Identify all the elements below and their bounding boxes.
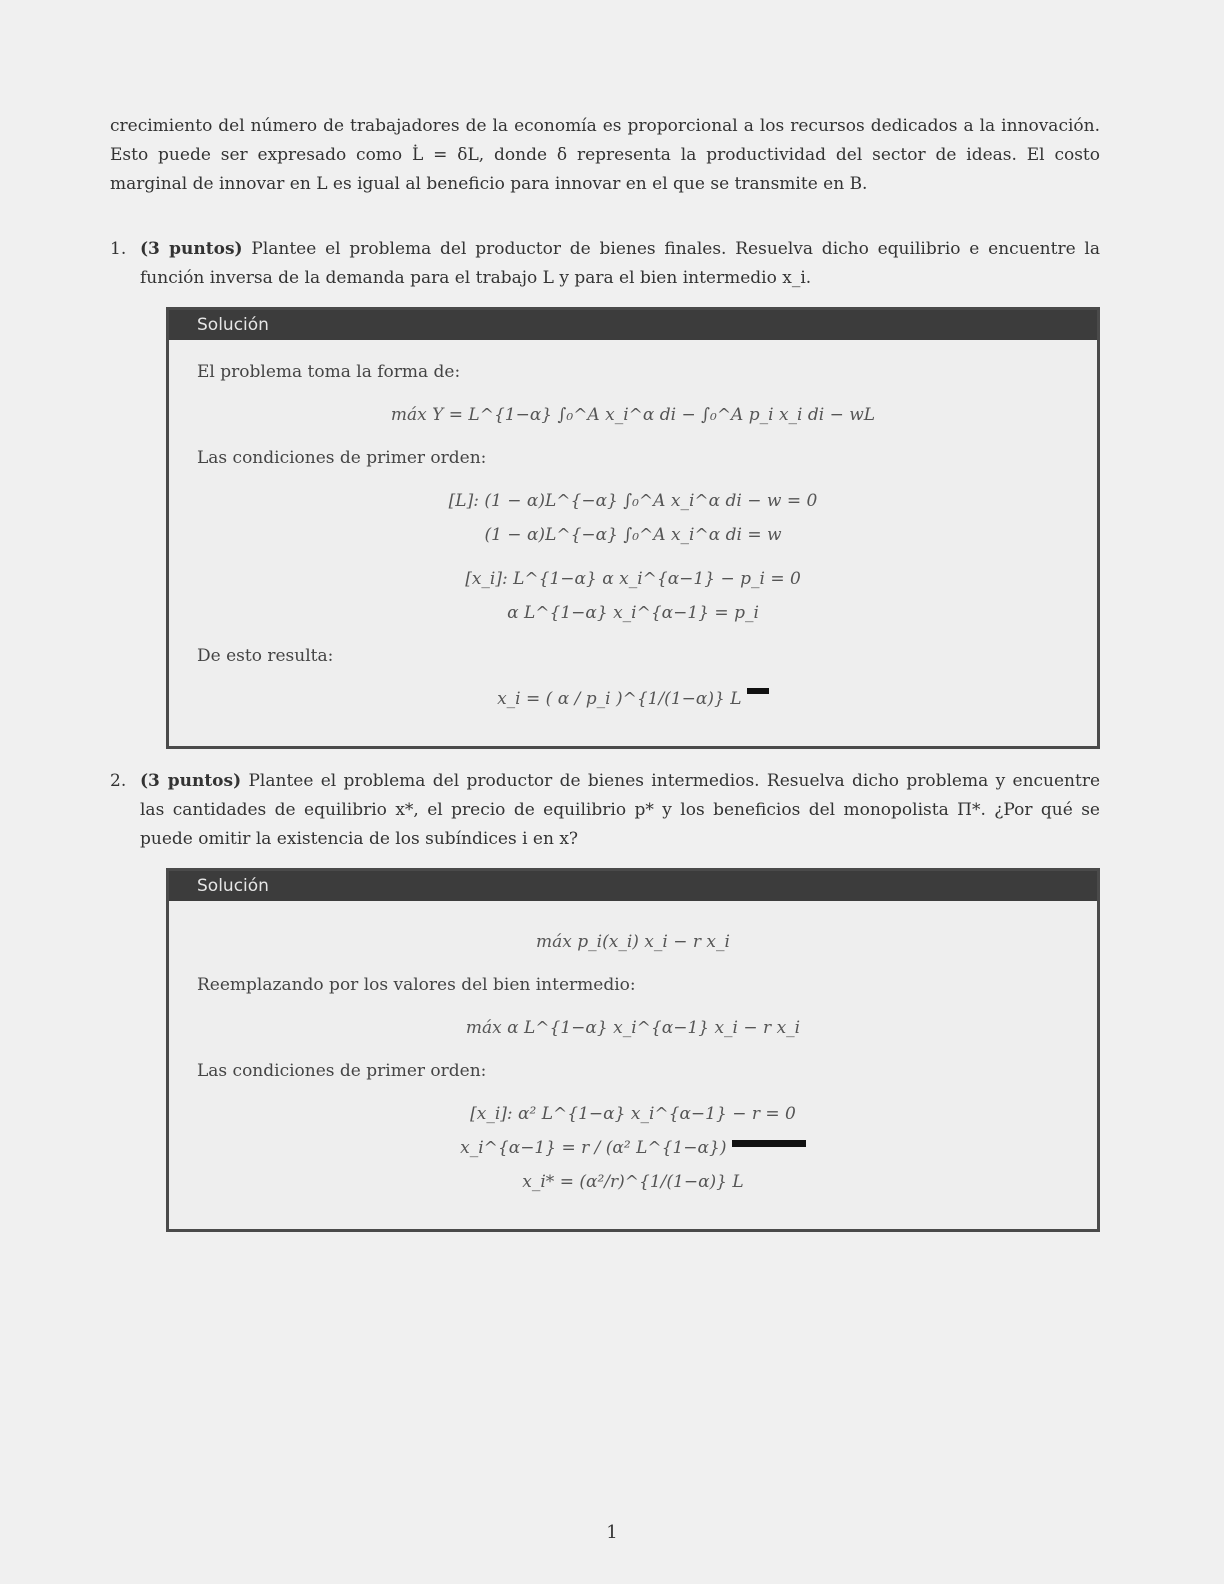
problem-2-points: (3 puntos) [140,771,242,791]
solution-2-line-2: Las condiciones de primer orden: [197,1061,487,1081]
solution-box-2-title: Solución [169,871,1097,901]
solution-1-equation-3: (1 − α)L^{−α} ∫₀^A x_i^α di = w [484,525,782,545]
solution-1-equation-5: α L^{1−α} x_i^{α−1} = p_i [507,603,759,623]
solution-1-equation-2: [L]: (1 − α)L^{−α} ∫₀^A x_i^α di − w = 0 [448,491,818,511]
problem-2-text: Plantee el problema del productor de bienes intermedios. Resuelva dicho problema y encuentre las cantidades de equilibrio x*, el precio de equilibrio p* y los beneficios del monopolista Π*. ¿Por qué se puede omitir la existencia de los subíndices i en x? [140,771,1101,849]
solution-box-1 [166,307,1100,749]
problem-1-text: Plantee el problema del productor de bienes finales. Resuelva dicho equilibrio e encuentre la función inversa de la demanda para el trabajo L y para el bien intermedio x_i. [140,239,1101,288]
solution-1-equation-1: máx Y = L^{1−α} ∫₀^A x_i^α di − ∫₀^A p_i x_i di − wL [390,405,876,425]
solution-box-2 [166,868,1100,1232]
page-number: 1 [606,1522,618,1543]
document-page [110,112,1100,1232]
solution-1-equation-6: x_i = ( α / p_i )^{1/(1−α)} L [497,689,742,709]
problem-2 [110,767,1101,854]
solution-2-equation-1: máx p_i(x_i) x_i − r x_i [536,932,730,952]
solution-1-line-3: De esto resulta: [197,646,334,666]
intro-paragraph: crecimiento del número de trabajadores de la economía es proporcional a los recursos dedicados a la innovación. Esto puede ser expresado como L̇ = δL, donde δ representa la productividad del sector de ideas. El costo marginal de innovar en L es igual al beneficio para innovar en el que se transmite en B. [110,116,1100,194]
redaction-mark [732,1140,806,1147]
problem-2-number: 2. [110,771,127,791]
solution-box-1-title: Solución [169,310,1097,340]
solution-2-equation-2: máx α L^{1−α} x_i^{α−1} x_i − r x_i [465,1018,801,1038]
solution-2-equation-5: x_i* = (α²/r)^{1/(1−α)} L [522,1172,744,1192]
solution-1-equation-4: [x_i]: L^{1−α} α x_i^{α−1} − p_i = 0 [465,569,801,589]
problem-1 [110,235,1101,293]
solution-1-line-2: Las condiciones de primer orden: [197,448,487,468]
redaction-mark [747,688,769,694]
problem-1-points: (3 puntos) [140,239,243,259]
problem-1-number: 1. [110,239,127,259]
solution-2-equation-3: [x_i]: α² L^{1−α} x_i^{α−1} − r = 0 [470,1104,796,1124]
solution-2-line-1: Reemplazando por los valores del bien intermedio: [197,975,636,995]
solution-1-line-1: El problema toma la forma de: [197,362,461,382]
solution-2-equation-4: x_i^{α−1} = r / (α² L^{1−α}) [460,1138,727,1158]
